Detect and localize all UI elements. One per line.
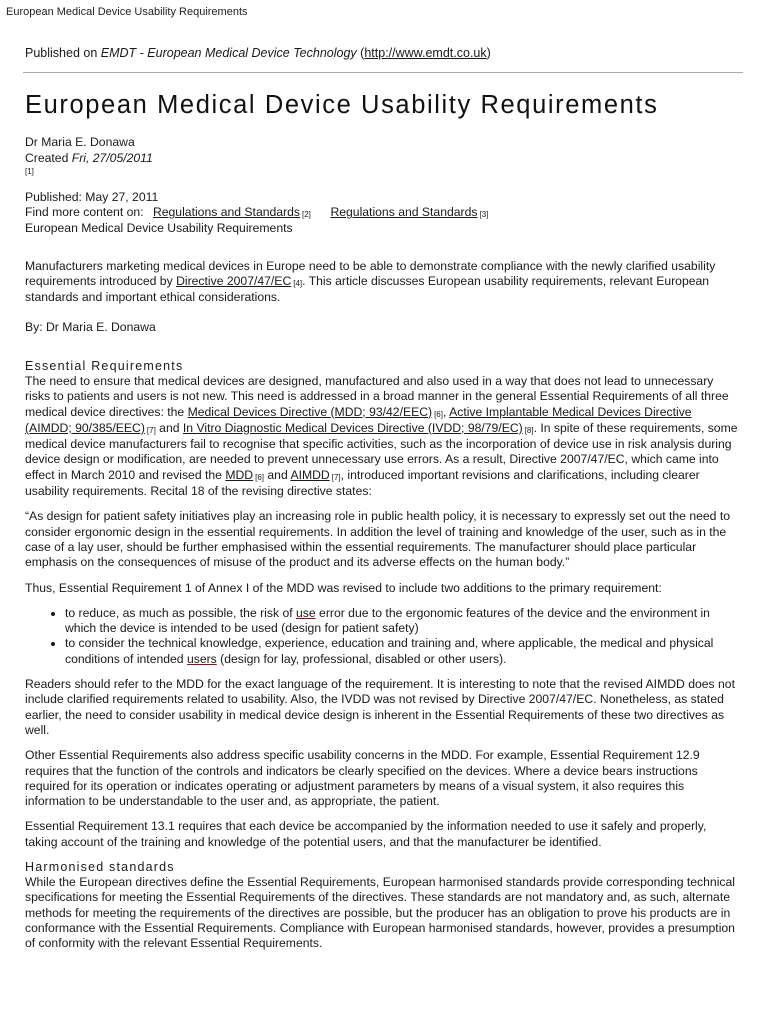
created-line [25,151,741,166]
print-header: European Medical Device Usability Requirements [6,6,248,18]
category-ref[interactable]: [3] [479,210,489,220]
essential-paragraph-1 [25,374,741,499]
article-subtitle: European Medical Device Usability Requirements [25,221,293,236]
aimdd-link[interactable]: Active Implantable Medical Devices Directive (AIMDD; 90/385/EEC) [25,404,692,435]
essential-paragraph-3: Thus, Essential Requirement 1 of Annex I of the MDD was revised to include two additions to the primary requirement: [25,580,662,595]
directive-ref[interactable]: [4] [293,279,303,289]
body-text: and [155,420,183,435]
body-text: The need to ensure that medical devices are designed, manufactured and also used in a way that does not lead to unnecessary risks to patients and users is not new. This need is addressed in a broad manner in the general Essential Requirements of all three medical device directives: the [25,373,729,419]
ref-7[interactable]: [7] [331,472,341,482]
published-on-line [25,46,741,61]
essential-paragraph-6: Essential Requirement 13.1 requires that each device be accompanied by the information needed to use it safely and properly, taking account of the training and knowledge of the potential users, and that the manufacturer be identified. [25,819,707,849]
intro-text: Manufacturers marketing medical devices in Europe need to be able to demonstrate compliance with the newly clarified usability requirements introduced by [25,258,716,289]
close-paren: ) [486,46,491,60]
list-text: to reduce, as much as possible, the risk of [65,605,296,620]
essential-requirements-heading: Essential Requirements [25,358,184,373]
ref-6[interactable]: [6] [255,472,264,482]
intro-paragraph [25,259,741,306]
body-text: , introduced important revisions and clarifications, including clearer usability requirements. Recital 18 of the revising directive states: [25,467,700,499]
list-text: error due to the ergonomic features of the device and the environment in which the device is intended to be used (design for patient safety) [65,605,710,636]
list-item [65,606,741,637]
body-text: and [264,467,291,482]
mdd-short-link[interactable]: MDD [225,467,254,482]
list-text: (design for lay, professional, disabled or other users). [216,651,507,666]
essential-paragraph-5: Other Essential Requirements also address specific usability concerns in the MDD. For example, Essential Requirement 12.9 requires that the function of the controls and indicators be clearly specified on the devices. Where a device bears instructions required for its operation or indicates operating or adjustment parameters by means of a visual system, it also requires this information to be understandable to the user and, as appropriate, the patient. [25,748,700,809]
published-on-prefix: Published on [25,46,98,60]
requirement-list [25,606,741,667]
intro-section [25,259,741,335]
mdd-link[interactable]: Medical Devices Directive (MDD; 93/42/EEC) [187,404,433,419]
find-more-line [25,205,741,221]
ref-8[interactable]: [8] [524,425,534,435]
site-name: EMDT - European Medical Device Technology [100,46,357,60]
ref-6[interactable]: [6] [434,409,443,419]
spelling-underline: users [186,651,217,666]
site-url-link[interactable]: http://www.emdt.co.uk [364,46,487,60]
ref-7[interactable]: [7] [146,425,156,435]
category-ref[interactable]: [2] [301,210,311,220]
harmonised-paragraph-1: While the European directives define the Essential Requirements, European harmonised standards provide corresponding technical specifications for meeting the Essential Requirements of the directives. These standards are not mandatory and, as such, alternate methods for meeting the requirements of the directives are possible, but the producer has an obligation to prove his products are in conformance with the Essential Requirements. Compliance with European harmonised standards, however, provides a presumption of conformity with the relevant Essential Requirements. [25,874,735,951]
meta-gap [25,178,741,190]
essential-paragraph-4: Readers should refer to the MDD for the exact language of the requirement. It is interesting to note that the revised AIMDD does not include clarified requirements related to usability. Also, the IVDD was not revised by Directive 2007/47/EC. Nonetheless, as stated earlier, the need to consider usability in medical device design is inherent in the Essential Requirements of these two directives as well. [25,677,735,737]
article-title: European Medical Device Usability Requirements [25,91,659,120]
list-item [65,636,741,667]
category-link[interactable]: Regulations and Standards [330,205,478,220]
harmonised-standards-heading: Harmonised standards [25,859,175,874]
created-date: Fri, 27/05/2011 [71,150,153,165]
created-label: Created [25,150,69,165]
body-text: . In spite of these requirements, some medical device manufacturers fail to recognise that specific activities, such as the incorporation of device use in risk analysis during device design or modification, are needed to prevent unnecessary use errors. As a result, Directive 2007/47/EC, which came into effect in March 2010 and revised the [25,420,738,482]
byline: By: Dr Maria E. Donawa [25,319,156,334]
article-meta [25,135,741,236]
list-text: to consider the technical knowledge, experience, education and training and, where applicable, the medical and physical conditions of intended [65,636,714,666]
intro-text: . This article discusses European usability requirements, relevant European standards and important ethical considerations. [25,274,710,305]
directive-link[interactable]: Directive 2007/47/EC [176,274,292,289]
recital-quote: “As design for patient safety initiatives play an increasing role in public health policy, it is necessary to expressly set out the need to consider ergonomic design in the essential requirements. In addition the level of training and knowledge of the user, such as in the case of a lay user, should be further emphasised within the essential requirements. The manufacturer should place particular emphasis on the consequences of misuse of the product and its adverse effects on the human body.” [25,509,730,570]
published-date: Published: May 27, 2011 [25,189,159,204]
header-divider [23,72,743,73]
ref-1[interactable]: [1] [25,166,34,176]
ivdd-link[interactable]: In Vitro Diagnostic Medical Devices Directive (IVDD; 98/79/EC) [182,420,523,435]
aimdd-short-link[interactable]: AIMDD [290,467,330,482]
spelling-underline: use [296,605,316,620]
find-more-label: Find more content on: [25,205,144,220]
author-name: Dr Maria E. Donawa [25,135,135,150]
category-link[interactable]: Regulations and Standards [152,205,300,220]
body-text: , [442,404,450,419]
article-page [25,46,741,961]
open-paren: ( [360,46,365,60]
